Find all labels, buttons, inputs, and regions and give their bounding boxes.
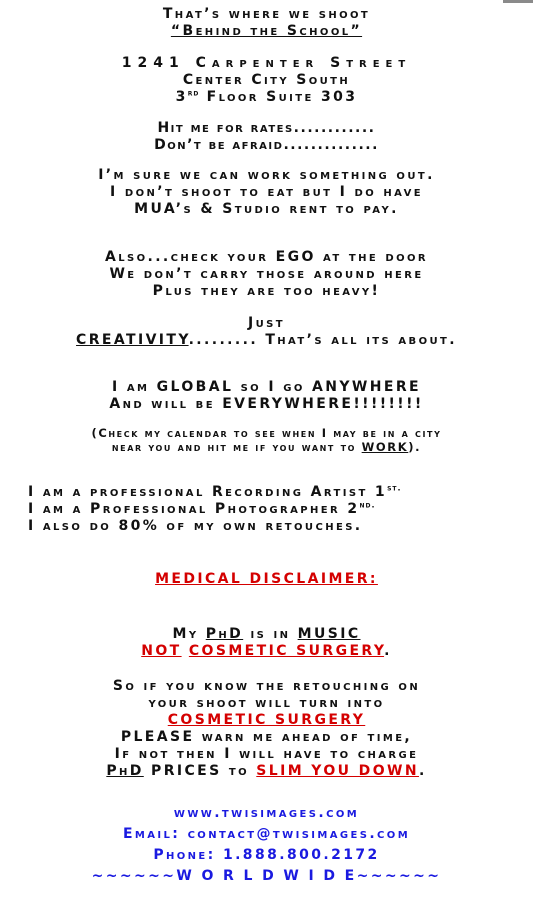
creativity-word: CREATIVITY: [76, 332, 189, 348]
global-block: [0, 379, 533, 413]
credential-retouch: I also do 80% of my own retouches.: [28, 518, 363, 534]
ego-line-3: Plus they are too heavy!: [152, 283, 381, 299]
phone-line: Phone: 1.888.800.2172: [153, 847, 380, 863]
warning-cosmetic: COSMETIC SURGERY: [167, 712, 366, 728]
worldwide-line: ~~~~~~W O R L D W I D E~~~~~~: [91, 868, 442, 884]
ego-line-2: We don’t carry those around here: [109, 266, 424, 282]
email-line: Email: contact@twisimages.com: [122, 826, 411, 842]
disclaimer-heading: MEDICAL DISCLAIMER:: [155, 571, 378, 587]
music-word: MUSIC: [297, 626, 361, 642]
disclaimer-block: [0, 626, 533, 660]
address-block: [0, 55, 533, 106]
rates-block: [0, 120, 533, 154]
calendar-line-2: near you and hit me if you want to WORK).: [111, 440, 422, 454]
calendar-line-1: (Check my calendar to see when I may be in a city: [91, 426, 442, 440]
global-line-2: And will be EVERYWHERE!!!!!!!!: [109, 396, 424, 412]
not-cosmetic-line: NOT COSMETIC SURGERY.: [141, 643, 392, 659]
address-suite: 3rd Floor Suite 303: [175, 88, 358, 105]
website-link[interactable]: www.twisimages.com: [173, 805, 360, 821]
warning-line-4: If not then I will have to charge: [114, 746, 419, 762]
phone-number: 1.888.800.2172: [222, 847, 380, 863]
global-line-1: I am GLOBAL so I go ANYWHERE: [112, 379, 421, 395]
work-line-2: I don’t shoot to eat but I do have: [109, 184, 424, 200]
phd-price-word: PhD: [106, 763, 144, 779]
studio-intro: [0, 6, 533, 40]
warning-block: [0, 678, 533, 780]
address-area: Center City South: [182, 72, 351, 88]
calendar-block: [0, 426, 533, 454]
warning-line-2: your shoot will turn into: [148, 695, 385, 711]
email-link[interactable]: contact@twisimages.com: [187, 826, 411, 842]
warning-line-1: So if you know the retouching on: [112, 678, 421, 694]
just-line: Just: [248, 315, 285, 331]
creativity-line: CREATIVITY......... That’s all its about.: [76, 332, 457, 348]
phd-line: My PhD is in MUSIC: [172, 626, 361, 642]
not-word: NOT: [141, 643, 182, 659]
work-line-1: I’m sure we can work something out.: [98, 167, 435, 183]
cosmetic-surgery-word: COSMETIC SURGERY: [188, 643, 385, 659]
rates-line: Hit me for rates............: [157, 120, 376, 136]
ego-line-1: Also...check your EGO at the door: [104, 249, 429, 265]
phd-word: PhD: [205, 626, 244, 642]
address-street: 1241 Carpenter Street: [121, 55, 412, 71]
warning-line-3: PLEASE warn me ahead of time,: [120, 729, 413, 745]
slim-word: SLIM YOU DOWN: [256, 763, 419, 779]
credential-photographer: I am a Professional Photographer $2^{nd.}$: [28, 500, 376, 517]
ego-block: [0, 249, 533, 300]
credential-artist: I am a professional Recording Artist $1^{st.}$: [28, 483, 402, 500]
studio-name: “Behind the School”: [170, 23, 363, 39]
work-line-3: MUA’s & Studio rent to pay.: [134, 201, 399, 217]
afraid-line: Don’t be afraid..............: [154, 137, 379, 153]
contact-block: [0, 803, 533, 887]
creativity-block: [0, 315, 533, 349]
warning-line-5: PhD PRICES to SLIM YOU DOWN.: [106, 763, 427, 779]
credentials-block: [0, 484, 533, 535]
work-word: WORK: [361, 440, 409, 454]
work-block: [0, 167, 533, 218]
studio-line: That’s where we shoot: [162, 6, 371, 22]
